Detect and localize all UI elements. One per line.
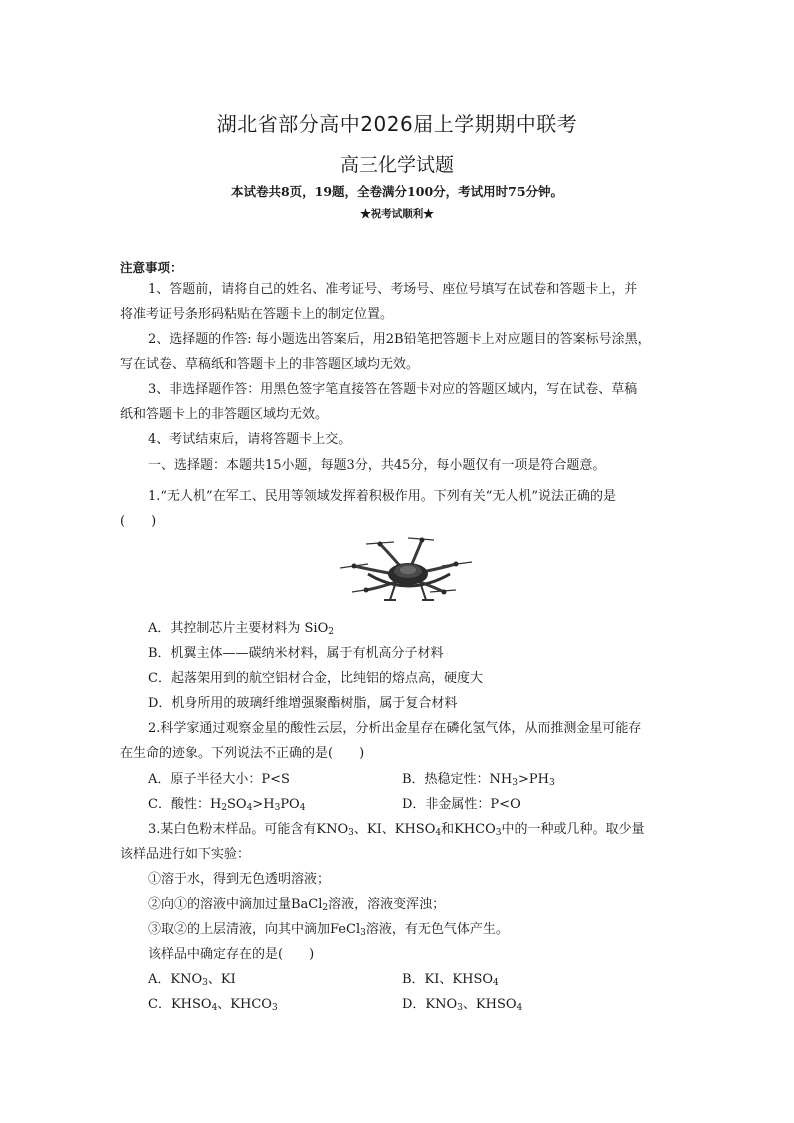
notice-item-4: 4、考试结束后，请将答题卡上交。 <box>148 432 352 447</box>
notice-item-1-line2: 将准考证号条形码粘贴在答题卡上的制定位置。 <box>120 307 394 322</box>
q1-option-d: D．机身所用的玻璃纤维增强聚酯树脂，属于复合材料 <box>148 696 458 711</box>
q3-stem-line2: 该样品进行如下实验： <box>120 847 251 862</box>
exam-subtitle: 高三化学试题 <box>339 154 454 176</box>
notice-item-3-line1: 3、非选择题作答：用黑色签字笔直接答在答题卡对应的答题区域内，写在试卷、草稿 <box>148 382 638 397</box>
q1-option-c: C．起落架用到的航空铝材合金，比纯铝的熔点高，硬度大 <box>148 671 483 686</box>
q3-step-1: ①溶于水，得到无色透明溶液； <box>148 872 331 887</box>
q1-option-b: B．机翼主体——碳纳米材料，属于有机高分子材料 <box>148 646 444 661</box>
notice-item-2-line1: 2、选择题的作答: 每小题选出答案后，用2B铅笔把答题卡上对应题目的答案标号涂黑， <box>148 332 651 347</box>
drone-image <box>338 534 474 608</box>
q3-step-2: ②向①的溶液中滴加过量BaCl$_2$溶液，溶液变浑浊； <box>148 897 446 913</box>
q2-option-c: C．酸性：$H_2SO_4>H_3PO_4$ <box>148 797 306 813</box>
q3-option-d: D．$KNO_3$、$KHSO_4$ <box>402 997 523 1013</box>
q3-option-a: A．$KNO_3$、KI <box>148 972 236 988</box>
q3-option-c: C．$KHSO_4$、$KHCO_3$ <box>148 997 278 1013</box>
q1-option-a: A．其控制芯片主要材料为 SiO$_2$ <box>148 621 334 637</box>
q3-option-b: B．KI、$KHSO_4$ <box>402 972 499 988</box>
exam-title: 湖北省部分高中2026届上学期期中联考 <box>216 112 578 136</box>
q2-option-b: B．热稳定性：$NH_3>PH_3$ <box>402 772 555 788</box>
notice-item-2-line2: 写在试卷、草稿纸和答题卡上的非答题区域均无效。 <box>120 357 420 372</box>
exam-wish: ★祝考试顺利★ <box>360 208 434 220</box>
q2-stem-line1: 2.科学家通过观察金星的酸性云层，分析出金星存在磷化氢气体，从而推测金星可能存 <box>148 721 642 736</box>
q2-stem-line2: 在生命的迹象。下列说法不正确的是( ) <box>120 746 365 761</box>
q3-ask: 该样品中确定存在的是( ) <box>148 947 315 962</box>
notice-item-1-line1: 1、答题前，请将自己的姓名、准考证号、考场号、座位号填写在试卷和答题卡上，并 <box>148 282 638 297</box>
section-1-heading: 一、选择题：本题共15小题，每题3分，共45分，每小题仅有一项是符合题意。 <box>148 458 606 473</box>
notice-item-3-line2: 纸和答题卡上的非答题区域均无效。 <box>120 407 329 422</box>
q2-option-d: D．非金属性：P<O <box>402 797 521 812</box>
q1-stem-line1: 1.“无人机”在军工、民用等领域发挥着积极作用。下列有关“无人机”说法正确的是 <box>148 489 616 504</box>
q3-stem-line1: 3.某白色粉末样品。可能含有$KNO_3$、KI、$KHSO_4$和$KHCO_3$中的一种或几种。取少量 <box>148 822 645 838</box>
q1-stem-line2: ( ) <box>120 514 157 529</box>
q3-step-3: ③取②的上层清液，向其中滴加FeCl$_3$溶液，有无色气体产生。 <box>148 922 509 938</box>
exam-info: 本试卷共8页，19题，全卷满分100分，考试用时75分钟。 <box>230 184 564 199</box>
notice-heading: 注意事项： <box>120 260 183 275</box>
q2-option-a: A．原子半径大小：P<S <box>148 772 290 787</box>
